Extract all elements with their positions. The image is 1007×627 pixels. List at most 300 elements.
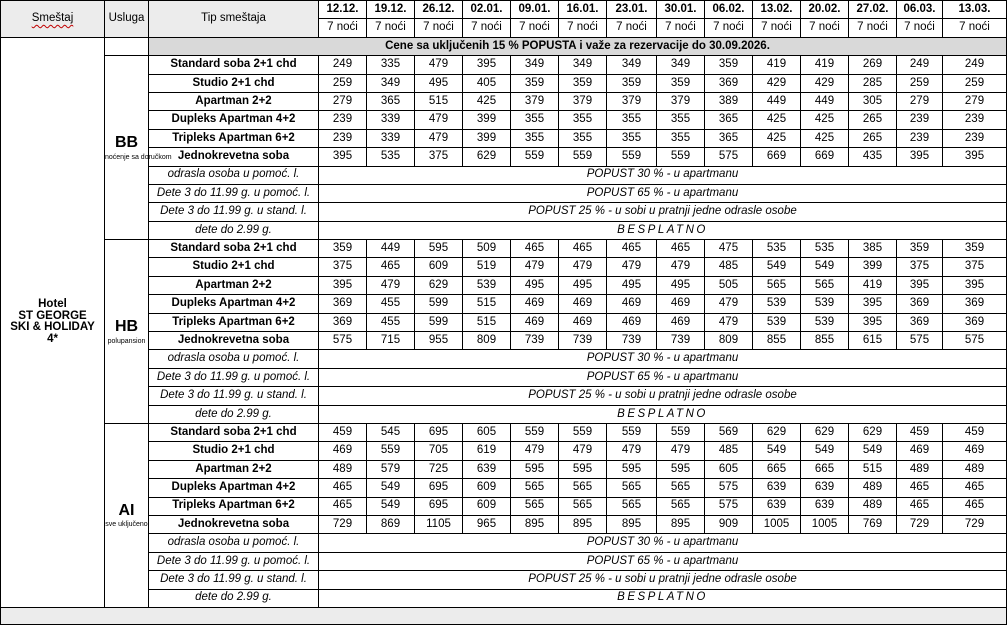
price-cell: 369 (319, 313, 367, 331)
column-header-date: 20.02. (801, 1, 849, 19)
note-label: odrasla osoba u pomoć. l. (149, 534, 319, 552)
hotel-name-cell (1, 37, 105, 607)
price-cell: 479 (367, 276, 415, 294)
service-code: AI (118, 502, 135, 520)
price-cell: 605 (463, 423, 511, 441)
price-cell: 615 (849, 332, 897, 350)
price-cell: 449 (367, 240, 415, 258)
price-cell: 389 (705, 92, 753, 110)
price-cell: 809 (705, 332, 753, 350)
column-header-date: 09.01. (511, 1, 559, 19)
table-row (1, 56, 1007, 74)
price-cell: 569 (705, 423, 753, 441)
price-cell: 249 (319, 56, 367, 74)
price-cell: 355 (559, 129, 607, 147)
price-cell: 609 (463, 479, 511, 497)
table-row (1, 460, 1007, 478)
room-type-label: Studio 2+1 chd (149, 258, 319, 276)
price-cell: 535 (367, 148, 415, 166)
price-cell: 479 (657, 258, 705, 276)
column-header-date: 30.01. (657, 1, 705, 19)
price-cell: 509 (463, 240, 511, 258)
price-cell: 465 (657, 240, 705, 258)
price-cell: 575 (705, 479, 753, 497)
price-cell: 539 (801, 295, 849, 313)
price-cell: 369 (897, 295, 943, 313)
table-row (1, 111, 1007, 129)
price-cell: 565 (559, 479, 607, 497)
note-row (1, 184, 1007, 202)
price-cell: 239 (319, 129, 367, 147)
price-cell: 729 (943, 515, 1007, 533)
price-cell: 505 (705, 276, 753, 294)
price-cell: 549 (849, 442, 897, 460)
room-type-label: Dupleks Apartman 4+2 (149, 111, 319, 129)
price-cell: 379 (657, 92, 705, 110)
room-type-label: Apartman 2+2 (149, 92, 319, 110)
price-cell: 239 (897, 129, 943, 147)
table-row (1, 92, 1007, 110)
price-cell: 595 (607, 460, 657, 478)
banner-spacer (105, 37, 149, 55)
price-cell: 349 (559, 56, 607, 74)
price-cell: 485 (705, 442, 753, 460)
room-type-label: Standard soba 2+1 chd (149, 56, 319, 74)
price-cell: 515 (463, 295, 511, 313)
note-row (1, 534, 1007, 552)
price-cell: 435 (849, 148, 897, 166)
price-cell: 549 (801, 258, 849, 276)
price-cell: 395 (849, 313, 897, 331)
price-cell: 469 (607, 313, 657, 331)
price-cell: 479 (415, 129, 463, 147)
price-cell: 855 (753, 332, 801, 350)
price-cell: 535 (801, 240, 849, 258)
price-cell: 559 (559, 423, 607, 441)
column-header-date: 13.02. (753, 1, 801, 19)
price-cell: 729 (319, 515, 367, 533)
service-description: sve uključeno (105, 521, 148, 529)
price-cell: 599 (415, 313, 463, 331)
price-cell: 575 (897, 332, 943, 350)
price-cell: 375 (415, 148, 463, 166)
column-header-nights: 7 noći (897, 19, 943, 37)
price-cell: 869 (367, 515, 415, 533)
price-cell: 639 (463, 460, 511, 478)
table-row (1, 515, 1007, 533)
price-cell: 465 (367, 258, 415, 276)
column-header-smestaj (1, 1, 105, 38)
price-cell: 395 (849, 295, 897, 313)
price-cell: 359 (657, 74, 705, 92)
header-row-dates (1, 1, 1007, 19)
note-row (1, 552, 1007, 570)
room-type-label: Dupleks Apartman 4+2 (149, 479, 319, 497)
price-cell: 479 (559, 442, 607, 460)
price-cell: 365 (367, 92, 415, 110)
price-cell: 559 (511, 148, 559, 166)
price-cell: 495 (657, 276, 705, 294)
price-cell: 369 (943, 295, 1007, 313)
room-type-label: Tripleks Apartman 6+2 (149, 129, 319, 147)
column-header-date: 06.02. (705, 1, 753, 19)
price-cell: 549 (753, 258, 801, 276)
price-cell: 539 (753, 295, 801, 313)
banner-row (1, 37, 1007, 55)
hotel-name-line: Hotel (38, 298, 67, 311)
hotel-name-line: ST GEORGE (18, 309, 87, 322)
price-cell: 365 (705, 111, 753, 129)
price-cell: 259 (897, 74, 943, 92)
column-header-nights: 7 noći (511, 19, 559, 37)
price-cell: 469 (897, 442, 943, 460)
note-row (1, 221, 1007, 239)
price-cell: 479 (705, 295, 753, 313)
price-cell: 469 (657, 313, 705, 331)
price-cell: 605 (705, 460, 753, 478)
price-cell: 469 (943, 442, 1007, 460)
column-header-nights: 7 noći (657, 19, 705, 37)
column-header-date: 13.03. (943, 1, 1007, 19)
price-cell: 469 (319, 442, 367, 460)
price-cell: 465 (319, 497, 367, 515)
price-cell: 355 (607, 111, 657, 129)
price-cell: 565 (753, 276, 801, 294)
price-cell: 469 (657, 295, 705, 313)
note-label: odrasla osoba u pomoć. l. (149, 166, 319, 184)
price-cell: 535 (753, 240, 801, 258)
table-row (1, 295, 1007, 313)
price-cell: 1005 (753, 515, 801, 533)
price-cell: 809 (463, 332, 511, 350)
table-row (1, 258, 1007, 276)
column-header-smestaj-label: Smeštaj (31, 12, 74, 25)
price-cell: 359 (943, 240, 1007, 258)
note-text: POPUST 65 % - u apartmanu (319, 184, 1007, 202)
room-type-label: Tripleks Apartman 6+2 (149, 497, 319, 515)
price-cell: 359 (705, 56, 753, 74)
price-cell: 575 (705, 497, 753, 515)
price-cell: 695 (415, 497, 463, 515)
price-cell: 565 (801, 276, 849, 294)
footer-row (1, 607, 1007, 624)
price-cell: 619 (463, 442, 511, 460)
price-cell: 639 (801, 497, 849, 515)
note-label: dete do 2.99 g. (149, 589, 319, 607)
note-row (1, 387, 1007, 405)
price-cell: 369 (319, 295, 367, 313)
price-cell: 739 (657, 332, 705, 350)
price-cell: 265 (849, 129, 897, 147)
price-cell: 559 (511, 423, 559, 441)
price-cell: 629 (415, 276, 463, 294)
price-cell: 359 (319, 240, 367, 258)
price-cell: 469 (511, 295, 559, 313)
price-cell: 479 (607, 258, 657, 276)
price-cell: 459 (319, 423, 367, 441)
price-cell: 355 (511, 111, 559, 129)
service-description: polupansion (107, 337, 146, 345)
price-cell: 639 (801, 479, 849, 497)
price-cell: 355 (657, 111, 705, 129)
price-cell: 705 (415, 442, 463, 460)
price-cell: 429 (753, 74, 801, 92)
price-cell: 715 (367, 332, 415, 350)
price-cell: 489 (897, 460, 943, 478)
price-cell: 385 (849, 240, 897, 258)
note-row (1, 166, 1007, 184)
column-header-date: 06.03. (897, 1, 943, 19)
column-header-date: 23.01. (607, 1, 657, 19)
price-cell: 495 (511, 276, 559, 294)
price-cell: 339 (367, 129, 415, 147)
table-row (1, 240, 1007, 258)
note-text: POPUST 25 % - u sobi u pratnji jedne odrasle osobe (319, 203, 1007, 221)
note-row (1, 589, 1007, 607)
price-cell: 395 (319, 148, 367, 166)
column-header-date: 27.02. (849, 1, 897, 19)
price-cell: 669 (801, 148, 849, 166)
price-cell: 355 (559, 111, 607, 129)
column-header-nights: 7 noći (801, 19, 849, 37)
price-cell: 739 (607, 332, 657, 350)
price-cell: 459 (897, 423, 943, 441)
price-cell: 449 (753, 92, 801, 110)
price-cell: 465 (943, 479, 1007, 497)
price-cell: 259 (943, 74, 1007, 92)
column-header-usluga: Usluga (105, 1, 149, 38)
price-cell: 375 (319, 258, 367, 276)
table-row (1, 442, 1007, 460)
column-header-tip: Tip smeštaja (149, 1, 319, 38)
service-code: BB (114, 134, 139, 152)
price-cell: 469 (607, 295, 657, 313)
price-cell: 249 (943, 56, 1007, 74)
price-cell: 269 (849, 56, 897, 74)
price-cell: 395 (319, 276, 367, 294)
price-cell: 895 (607, 515, 657, 533)
price-cell: 395 (897, 276, 943, 294)
table-row (1, 129, 1007, 147)
price-cell: 895 (559, 515, 607, 533)
price-cell: 895 (657, 515, 705, 533)
note-label: Dete 3 do 11.99 g. u pomoć. l. (149, 184, 319, 202)
price-cell: 469 (559, 295, 607, 313)
price-cell: 465 (897, 479, 943, 497)
price-cell: 449 (801, 92, 849, 110)
price-cell: 725 (415, 460, 463, 478)
table-row (1, 74, 1007, 92)
price-cell: 425 (801, 129, 849, 147)
price-cell: 565 (607, 497, 657, 515)
price-cell: 515 (415, 92, 463, 110)
price-cell: 465 (607, 240, 657, 258)
price-cell: 395 (943, 148, 1007, 166)
price-cell: 485 (705, 258, 753, 276)
price-cell: 479 (657, 442, 705, 460)
price-cell: 479 (511, 258, 559, 276)
footer-empty-cell (1, 607, 1007, 624)
price-cell: 239 (943, 129, 1007, 147)
price-cell: 365 (705, 129, 753, 147)
price-cell: 279 (897, 92, 943, 110)
note-text: POPUST 30 % - u apartmanu (319, 534, 1007, 552)
price-cell: 465 (319, 479, 367, 497)
table-row (1, 479, 1007, 497)
price-cell: 379 (511, 92, 559, 110)
price-cell: 359 (511, 74, 559, 92)
price-cell: 419 (801, 56, 849, 74)
price-cell: 349 (511, 56, 559, 74)
note-text: POPUST 30 % - u apartmanu (319, 166, 1007, 184)
room-type-label: Tripleks Apartman 6+2 (149, 313, 319, 331)
price-cell: 629 (753, 423, 801, 441)
note-label: Dete 3 do 11.99 g. u stand. l. (149, 571, 319, 589)
column-header-nights: 7 noći (415, 19, 463, 37)
price-cell: 479 (415, 111, 463, 129)
price-cell: 335 (367, 56, 415, 74)
price-cell: 639 (753, 497, 801, 515)
price-cell: 579 (367, 460, 415, 478)
price-cell: 395 (897, 148, 943, 166)
price-cell: 519 (463, 258, 511, 276)
price-cell: 549 (367, 497, 415, 515)
room-type-label: Jednokrevetna soba (149, 515, 319, 533)
price-cell: 379 (559, 92, 607, 110)
column-header-nights: 7 noći (367, 19, 415, 37)
price-cell: 375 (897, 258, 943, 276)
column-header-nights: 7 noći (849, 19, 897, 37)
price-cell: 479 (705, 313, 753, 331)
service-cell-hb (105, 240, 149, 424)
note-row (1, 203, 1007, 221)
price-cell: 1105 (415, 515, 463, 533)
price-cell: 595 (559, 460, 607, 478)
price-cell: 455 (367, 295, 415, 313)
price-cell: 909 (705, 515, 753, 533)
note-text: BESPLATNO (319, 589, 1007, 607)
price-cell: 465 (897, 497, 943, 515)
room-type-label: Standard soba 2+1 chd (149, 240, 319, 258)
price-cell: 249 (897, 56, 943, 74)
price-cell: 479 (511, 442, 559, 460)
price-cell: 279 (943, 92, 1007, 110)
room-type-label: Jednokrevetna soba (149, 332, 319, 350)
note-label: dete do 2.99 g. (149, 405, 319, 423)
price-cell: 455 (367, 313, 415, 331)
price-cell: 475 (705, 240, 753, 258)
price-cell: 369 (943, 313, 1007, 331)
price-cell: 739 (559, 332, 607, 350)
price-cell: 469 (511, 313, 559, 331)
price-cell: 609 (415, 258, 463, 276)
price-cell: 739 (511, 332, 559, 350)
price-cell: 629 (849, 423, 897, 441)
hotel-name-line: SKI & HOLIDAY (10, 321, 95, 334)
price-cell: 729 (897, 515, 943, 533)
price-cell: 595 (657, 460, 705, 478)
column-header-date: 26.12. (415, 1, 463, 19)
price-cell: 359 (559, 74, 607, 92)
price-cell: 489 (849, 479, 897, 497)
price-cell: 355 (511, 129, 559, 147)
price-cell: 355 (657, 129, 705, 147)
column-header-nights: 7 noći (753, 19, 801, 37)
price-cell: 425 (753, 111, 801, 129)
price-cell: 955 (415, 332, 463, 350)
price-cell: 239 (897, 111, 943, 129)
note-row (1, 350, 1007, 368)
price-cell: 515 (849, 460, 897, 478)
price-cell: 695 (415, 479, 463, 497)
price-cell: 669 (753, 148, 801, 166)
column-header-date: 16.01. (559, 1, 607, 19)
note-row (1, 571, 1007, 589)
note-text: POPUST 65 % - u apartmanu (319, 368, 1007, 386)
price-cell: 459 (943, 423, 1007, 441)
column-header-nights: 7 noći (607, 19, 657, 37)
price-cell: 539 (463, 276, 511, 294)
price-cell: 369 (897, 313, 943, 331)
table-row (1, 276, 1007, 294)
price-cell: 479 (559, 258, 607, 276)
price-cell: 265 (849, 111, 897, 129)
room-type-label: Standard soba 2+1 chd (149, 423, 319, 441)
price-cell: 419 (849, 276, 897, 294)
service-description: noćenje sa doručkom (105, 153, 172, 161)
note-label: Dete 3 do 11.99 g. u stand. l. (149, 387, 319, 405)
column-header-nights: 7 noći (463, 19, 511, 37)
price-cell: 349 (657, 56, 705, 74)
price-cell: 349 (607, 56, 657, 74)
column-header-nights: 7 noći (319, 19, 367, 37)
price-cell: 379 (607, 92, 657, 110)
price-cell: 559 (367, 442, 415, 460)
price-cell: 515 (463, 313, 511, 331)
price-cell: 305 (849, 92, 897, 110)
price-cell: 399 (849, 258, 897, 276)
price-cell: 369 (705, 74, 753, 92)
price-cell: 239 (943, 111, 1007, 129)
price-cell: 595 (511, 460, 559, 478)
price-cell: 565 (657, 479, 705, 497)
price-cell: 359 (897, 240, 943, 258)
price-cell: 495 (607, 276, 657, 294)
price-cell: 565 (657, 497, 705, 515)
price-cell: 549 (367, 479, 415, 497)
price-cell: 399 (463, 129, 511, 147)
price-cell: 629 (463, 148, 511, 166)
price-cell: 1005 (801, 515, 849, 533)
service-cell-bb (105, 56, 172, 240)
price-cell: 239 (319, 111, 367, 129)
note-text: BESPLATNO (319, 221, 1007, 239)
column-header-date: 02.01. (463, 1, 511, 19)
note-text: POPUST 25 % - u sobi u pratnji jedne odrasle osobe (319, 571, 1007, 589)
room-type-label: Apartman 2+2 (149, 276, 319, 294)
price-cell: 895 (511, 515, 559, 533)
price-cell: 539 (801, 313, 849, 331)
price-cell: 559 (657, 148, 705, 166)
price-cell: 465 (943, 497, 1007, 515)
price-cell: 565 (511, 497, 559, 515)
price-cell: 399 (463, 111, 511, 129)
price-cell: 609 (463, 497, 511, 515)
price-cell: 599 (415, 295, 463, 313)
room-type-label: Studio 2+1 chd (149, 74, 319, 92)
price-cell: 425 (801, 111, 849, 129)
note-text: POPUST 30 % - u apartmanu (319, 350, 1007, 368)
